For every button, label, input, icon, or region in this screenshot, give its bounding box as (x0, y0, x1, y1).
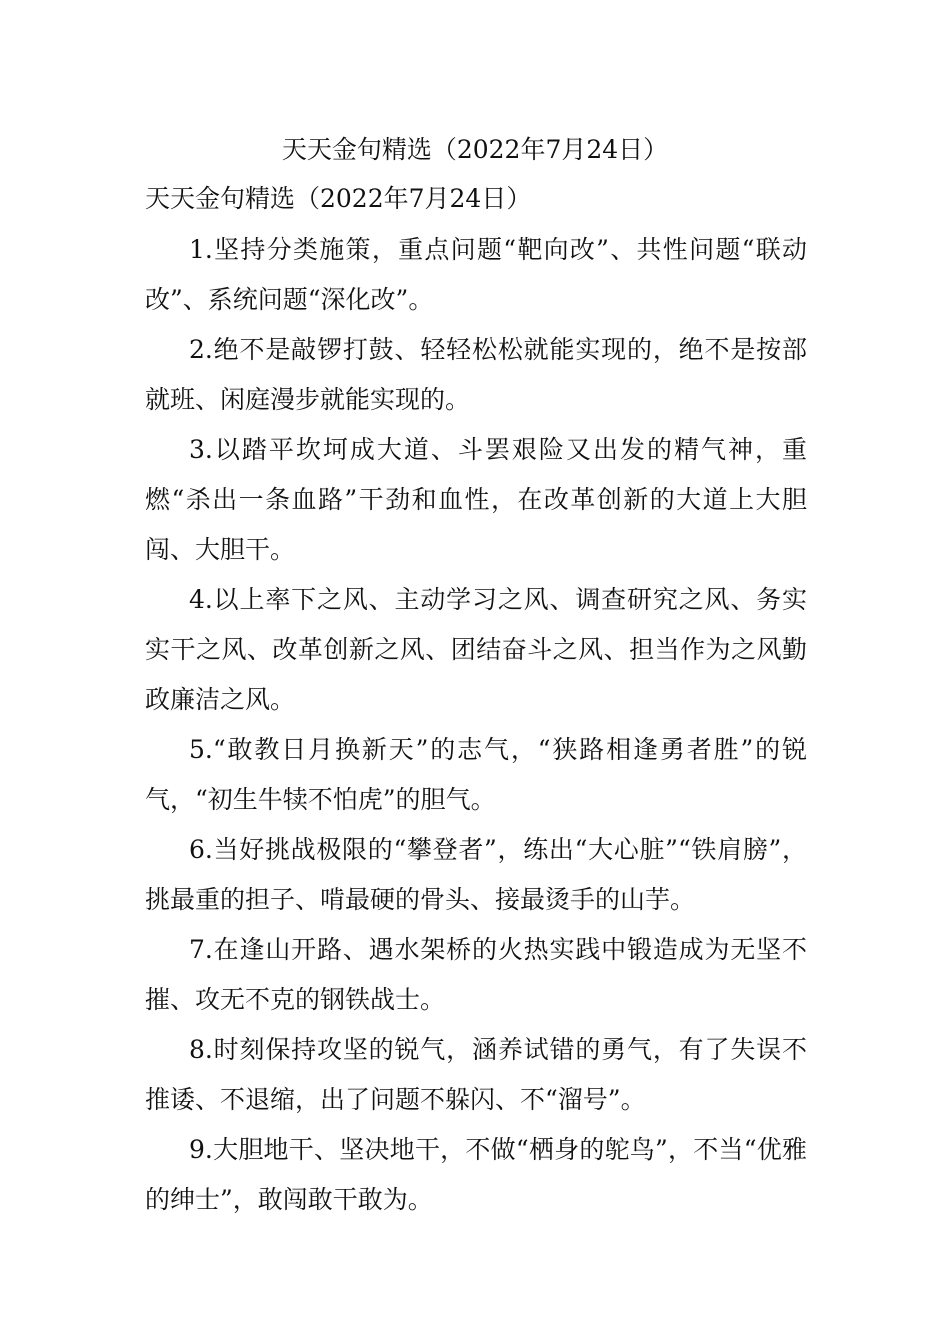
quote-list (145, 225, 807, 1225)
quote-item-4: 4.以上率下之风、主动学习之风、调查研究之风、务实实干之风、改革创新之风、团结奋斗之风、担当作为之风勤政廉洁之风。 (145, 585, 807, 714)
quote-item-3: 3.以踏平坎坷成大道、斗罢艰险又出发的精气神，重燃“杀出一条血路”干劲和血性，在改革创新的大道上大胆闯、大胆干。 (145, 435, 807, 564)
quote-item-6: 6.当好挑战极限的“攀登者”，练出“大心脏”“铁肩膀”，挑最重的担子、啃最硬的骨头、接最烫手的山芋。 (145, 835, 807, 914)
quote-item-7: 7.在逢山开路、遇水架桥的火热实践中锻造成为无坚不摧、攻无不克的钢铁战士。 (145, 935, 807, 1014)
quote-item-5: 5.“敢教日月换新天”的志气，“狭路相逢勇者胜”的锐气，“初生牛犊不怕虎”的胆气。 (145, 735, 807, 814)
quote-item-1: 1.坚持分类施策，重点问题“靶向改”、共性问题“联动改”、系统问题“深化改”。 (145, 235, 807, 314)
quote-item-8: 8.时刻保持攻坚的锐气，涵养试错的勇气，有了失误不推诿、不退缩，出了问题不躲闪、不“溜号”。 (145, 1035, 807, 1114)
quote-item-9: 9.大胆地干、坚决地干，不做“栖身的鸵鸟”，不当“优雅的绅士”，敢闯敢干敢为。 (145, 1135, 807, 1214)
quote-item-2: 2.绝不是敲锣打鼓、轻轻松松就能实现的，绝不是按部就班、闲庭漫步就能实现的。 (145, 335, 807, 414)
document-subtitle: 天天金句精选（2022年7月24日） (145, 184, 532, 213)
document-title: 天天金句精选（2022年7月24日） (281, 135, 669, 164)
